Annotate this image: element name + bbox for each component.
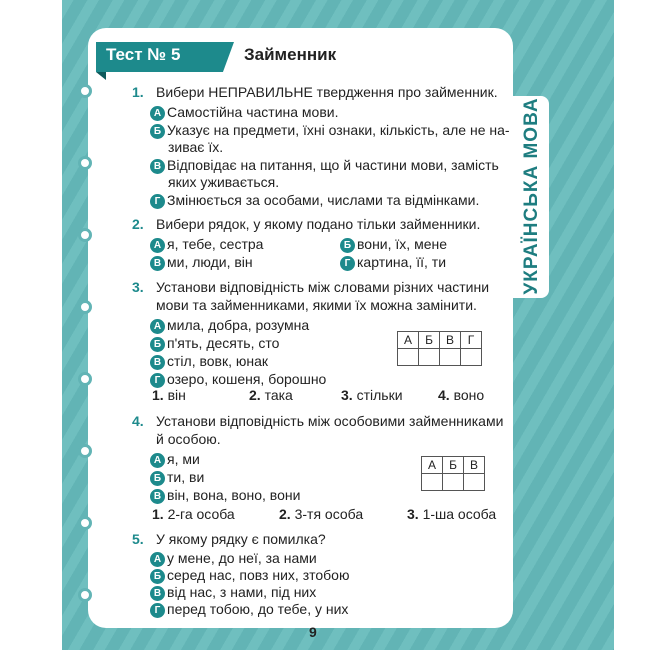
option-text: озеро, кошеня, борошно [167, 371, 327, 387]
answer-option[interactable] [150, 469, 204, 486]
grid-answer-cell[interactable] [419, 349, 440, 366]
match-answer [407, 506, 496, 522]
option-letter-badge: А [150, 319, 165, 334]
answer-option[interactable] [150, 487, 300, 504]
option-letter-badge: Г [150, 373, 165, 388]
grid-header-cell: Б [443, 457, 464, 474]
answer-option[interactable] [150, 353, 268, 370]
option-letter-badge: В [150, 489, 165, 504]
binder-hole-icon [78, 84, 92, 98]
match-answer-text: стільки [356, 387, 403, 403]
option-text: мила, добра, розумна [167, 317, 310, 333]
answer-option[interactable] [150, 157, 499, 174]
match-answer [152, 506, 235, 522]
match-answer [249, 387, 293, 403]
option-text: серед нас, повз них, зтобою [167, 567, 350, 583]
option-letter-badge: В [150, 256, 165, 271]
question-text: Установи відповідність між особовими займенниками [156, 413, 504, 429]
answer-option[interactable] [150, 567, 349, 584]
question-number: 5. [132, 531, 144, 547]
page-title: Займенник [244, 45, 337, 64]
question-text: У якому рядку є помилка? [156, 531, 326, 547]
side-subject-text: УКРАЇНСЬКА МОВА [521, 97, 542, 295]
option-text: від нас, з нами, під них [167, 584, 317, 600]
binder-hole-icon [78, 228, 92, 242]
binder-hole-icon [78, 588, 92, 602]
grid-answer-cell[interactable] [398, 349, 419, 366]
option-letter-badge: Б [150, 569, 165, 584]
match-answer-text: 3-тя особа [294, 506, 364, 522]
binder-hole-icon [78, 516, 92, 530]
option-letter-badge: А [150, 552, 165, 567]
option-text: вони, їх, мене [357, 236, 447, 252]
match-answer [438, 387, 484, 403]
option-letter-badge: В [150, 159, 165, 174]
option-text: п'ять, десять, сто [167, 335, 280, 351]
grid-answer-cell[interactable] [443, 474, 464, 491]
option-letter-badge: А [150, 238, 165, 253]
option-text: ми, люди, він [167, 254, 253, 270]
grid-header-cell: Б [419, 332, 440, 349]
match-answer-number: 4. [438, 387, 450, 403]
option-letter-badge: А [150, 453, 165, 468]
question-text: Установи відповідність між словами різних частини [156, 279, 490, 295]
answer-option[interactable] [150, 192, 479, 209]
option-letter-badge: Б [150, 124, 165, 139]
answer-option[interactable] [340, 254, 446, 271]
answer-option[interactable] [150, 254, 253, 271]
answer-option[interactable] [150, 584, 316, 601]
match-answer-number: 3. [407, 506, 419, 522]
question-text-continued: мови та займенниками, якими їх можна замінити. [156, 297, 477, 313]
option-text: ти, ви [167, 469, 205, 485]
match-answer-text: 1-ша особа [422, 506, 497, 522]
option-text: Відповідає на питання, що й частини мови, замість [167, 157, 499, 173]
option-letter-badge: Б [150, 471, 165, 486]
grid-header-cell: Г [461, 332, 482, 349]
match-answer-number: 1. [152, 506, 164, 522]
answer-option[interactable] [150, 371, 326, 388]
option-text: Самостійна частина мови. [167, 104, 339, 120]
grid-header-cell: А [422, 457, 443, 474]
option-text: я, тебе, сестра [167, 236, 264, 252]
option-text: я, ми [167, 451, 200, 467]
answer-option[interactable] [150, 317, 309, 334]
match-answer-text: він [167, 387, 186, 403]
option-letter-badge: Г [150, 194, 165, 209]
answer-option[interactable] [150, 451, 200, 468]
option-text: картина, її, ти [357, 254, 447, 270]
answer-option[interactable] [150, 550, 317, 567]
match-answer-number: 1. [152, 387, 164, 403]
match-answer [279, 506, 363, 522]
page-number: 9 [309, 624, 317, 640]
match-answer [152, 387, 186, 403]
grid-answer-cell[interactable] [464, 474, 485, 491]
side-subject-label [516, 96, 548, 296]
answer-option[interactable] [340, 236, 447, 253]
option-letter-badge: Б [340, 238, 355, 253]
option-text: він, вона, воно, вони [167, 487, 301, 503]
question-number: 2. [132, 216, 144, 232]
match-answer [341, 387, 403, 403]
grid-answer-cell[interactable] [440, 349, 461, 366]
answer-option[interactable] [150, 601, 348, 618]
ribbon-fold [96, 72, 106, 80]
grid-header-cell: В [440, 332, 461, 349]
option-text: перед тобою, до тебе, у них [167, 601, 349, 617]
match-answer-text: воно [453, 387, 485, 403]
grid-answer-cell[interactable] [422, 474, 443, 491]
grid-answer-cell[interactable] [461, 349, 482, 366]
answer-option[interactable] [150, 104, 339, 121]
answer-option[interactable] [150, 122, 510, 139]
answer-grid [397, 331, 482, 366]
option-text: стіл, вовк, юнак [167, 353, 269, 369]
binder-hole-icon [78, 372, 92, 386]
binder-hole-icon [78, 444, 92, 458]
question-text: Вибери рядок, у якому подано тільки займенники. [156, 216, 481, 232]
option-text: у мене, до неї, за нами [167, 550, 317, 566]
question-number: 4. [132, 413, 144, 429]
test-label: Тест № 5 [106, 45, 181, 64]
option-letter-badge: А [150, 106, 165, 121]
answer-option[interactable] [150, 335, 279, 352]
answer-option[interactable] [150, 236, 263, 253]
binder-hole-icon [78, 300, 92, 314]
match-answer-number: 2. [249, 387, 261, 403]
option-text-continued: яких уживається. [168, 174, 280, 190]
match-answer-number: 3. [341, 387, 353, 403]
match-answer-text: така [264, 387, 293, 403]
question-text-continued: й особою. [156, 431, 221, 447]
option-text-continued: зиває їх. [168, 139, 224, 155]
option-text: Змінюється за особами, числами та відмінками. [167, 192, 480, 208]
option-letter-badge: В [150, 586, 165, 601]
match-answer-number: 2. [279, 506, 291, 522]
question-text: Вибери НЕПРАВИЛЬНЕ твердження про займенник. [156, 84, 498, 100]
option-text: Указує на предмети, їхні ознаки, кількість, але не на- [167, 122, 510, 138]
grid-header-cell: В [464, 457, 485, 474]
question-number: 1. [132, 84, 144, 100]
option-letter-badge: В [150, 355, 165, 370]
match-answer-text: 2-га особа [167, 506, 235, 522]
option-letter-badge: Г [150, 603, 165, 618]
grid-header-cell: А [398, 332, 419, 349]
binder-hole-icon [78, 156, 92, 170]
question-number: 3. [132, 279, 144, 295]
answer-grid [421, 456, 485, 491]
option-letter-badge: Г [340, 256, 355, 271]
option-letter-badge: Б [150, 337, 165, 352]
